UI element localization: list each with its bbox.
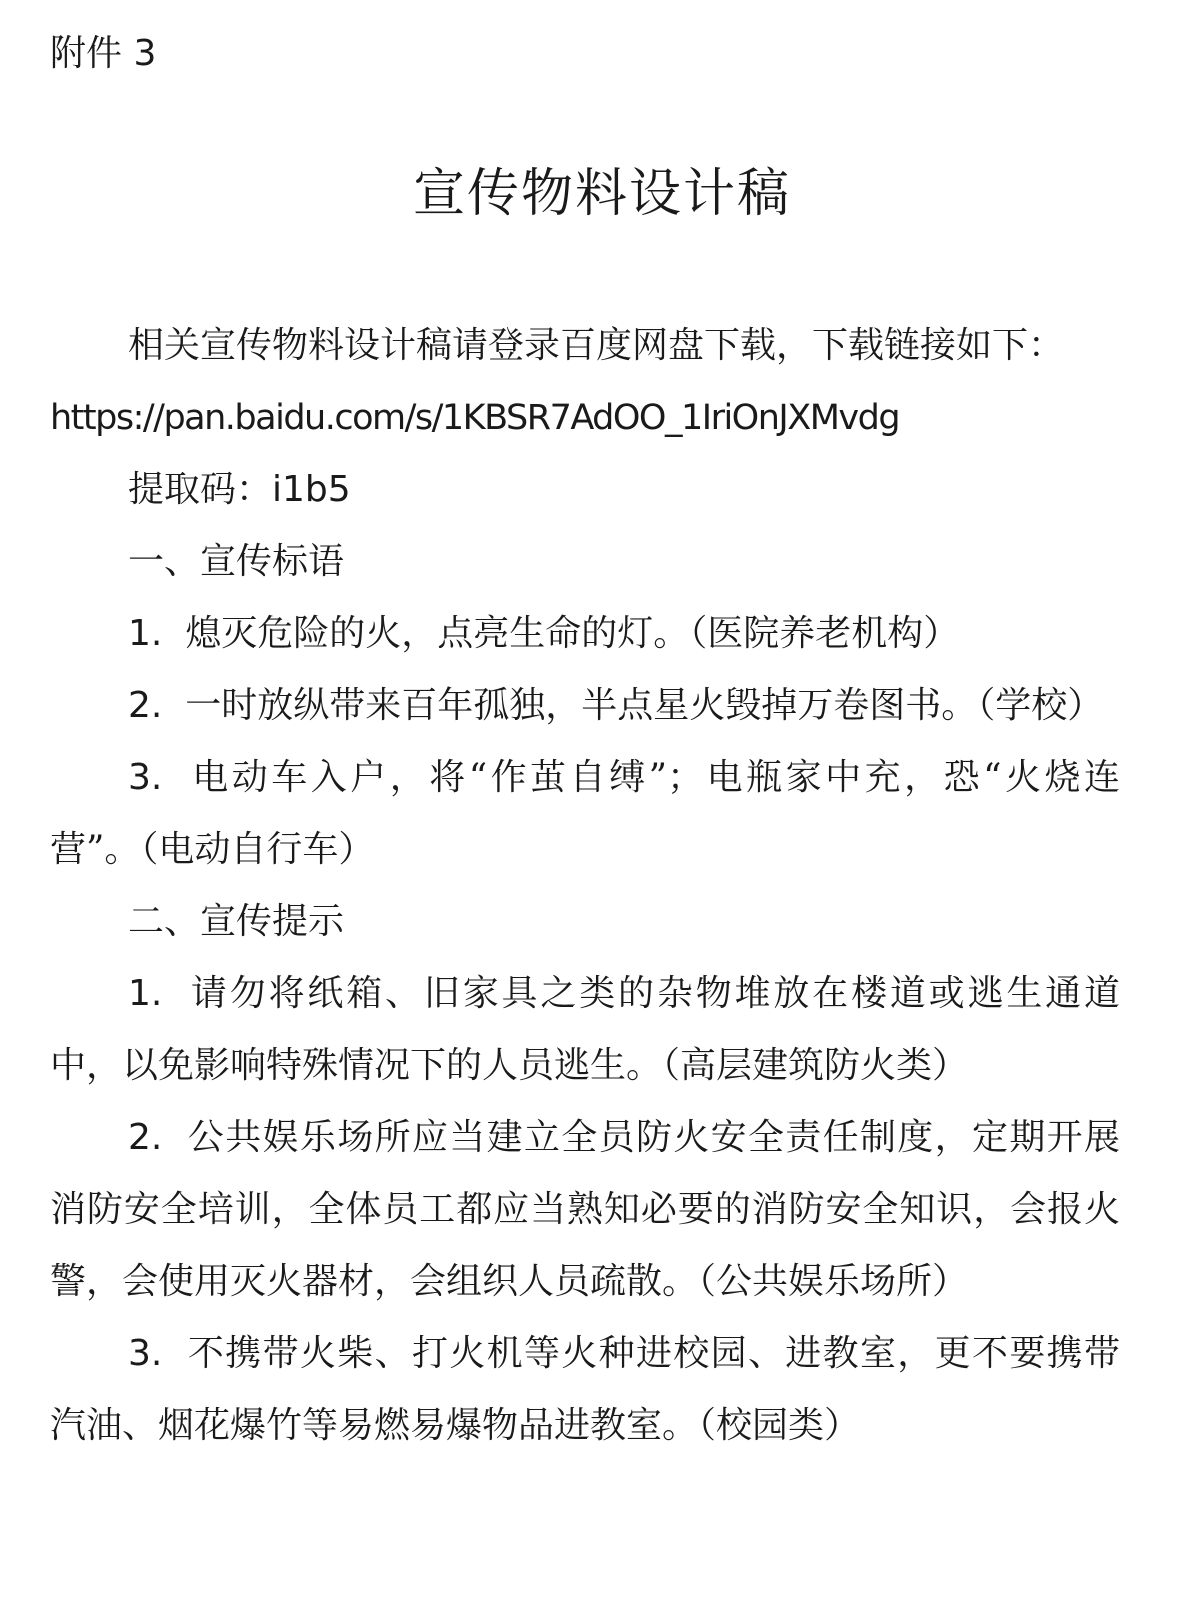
document-body [50, 310, 1120, 1462]
item-text: 不携带火柴、打火机等火种进校园、进教室，更不要携带汽油、烟花爆竹等易燃易爆物品进教室。（校园类） [50, 1333, 1120, 1446]
item-number: 2. [128, 685, 163, 726]
section-heading-slogans: 一、宣传标语 [128, 541, 345, 582]
item-text: 电动车入户，将“作茧自缚”；电瓶家中充，恐“火烧连营”。（电动自行车） [50, 757, 1120, 870]
item-number: 1. [128, 973, 163, 1014]
extraction-code-label: 提取码： [128, 469, 273, 510]
tip-item [50, 1102, 1120, 1318]
tip-item [50, 1318, 1120, 1462]
item-text: 公共娱乐场所应当建立全员防火安全责任制度，定期开展消防安全培训，全体员工都应当熟知必要的消防安全知识，会报火警，会使用灭火器材，会组织人员疏散。（公共娱乐场所） [50, 1117, 1120, 1302]
slogan-item [50, 670, 1120, 742]
intro-paragraph: 相关宣传物料设计稿请登录百度网盘下载，下载链接如下： [128, 325, 1065, 366]
tip-item [50, 958, 1120, 1102]
item-number: 3. [128, 1333, 163, 1374]
item-text: 一时放纵带来百年孤独，半点星火毁掉万卷图书。（学校） [185, 685, 1104, 726]
document-title: 宣传物料设计稿 [412, 164, 791, 224]
extraction-code [50, 454, 1120, 526]
extraction-code-value: i1b5 [272, 469, 351, 510]
item-number: 2. [128, 1117, 163, 1158]
attachment-label: 附件 3 [50, 33, 157, 74]
item-number: 3. [128, 757, 163, 798]
download-link[interactable]: https://pan.baidu.com/s/1KBSR7AdOO_1IriOnJXMvdg [50, 398, 900, 438]
slogan-item [50, 742, 1120, 886]
slogan-item [50, 598, 1120, 670]
item-number: 1. [128, 613, 163, 654]
section-heading-tips: 二、宣传提示 [128, 901, 345, 942]
item-text: 请勿将纸箱、旧家具之类的杂物堆放在楼道或逃生通道中，以免影响特殊情况下的人员逃生。（高层建筑防火类） [50, 973, 1120, 1086]
item-text: 熄灭危险的火，点亮生命的灯。（医院养老机构） [185, 613, 960, 654]
